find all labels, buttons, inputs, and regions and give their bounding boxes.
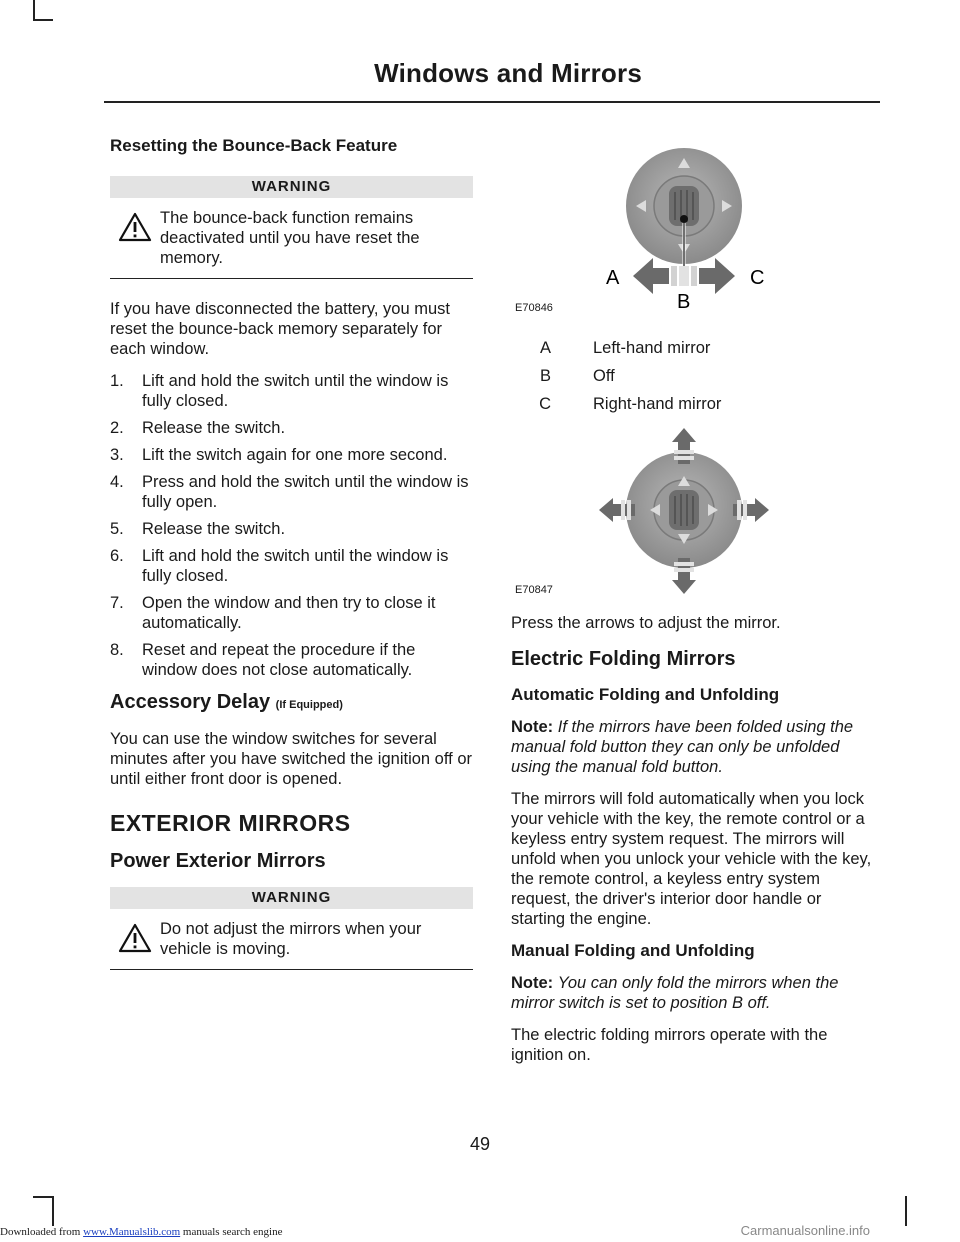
left-column: [110, 136, 473, 970]
figure-label-c: C: [750, 267, 765, 289]
mirror-legend: [511, 338, 876, 422]
accessory-delay-heading: Accessory Delay (If Equipped): [110, 691, 343, 713]
manualslib-link[interactable]: www.Manualslib.com: [83, 1226, 181, 1238]
chapter-heading: EXTERIOR MIRRORS: [110, 810, 351, 836]
list-item: 3. Lift the switch again for one more second.: [110, 446, 448, 464]
warning-body: [110, 909, 473, 970]
crop-mark: [33, 0, 35, 20]
warning-box-2: [110, 887, 473, 970]
crop-mark: [33, 19, 53, 21]
figure-label-b: B: [677, 291, 691, 313]
electric-folding-heading: Electric Folding Mirrors: [511, 648, 736, 670]
reset-intro: If you have disconnected the battery, you must reset the bounce-back memory separately for each window.: [110, 300, 450, 358]
crop-mark: [33, 1196, 53, 1198]
warning-triangle-icon: [110, 919, 160, 953]
auto-folding-text: The mirrors will fold automatically when you lock your vehicle with the key, the remote control or a keyless entry system request. The mirrors will unfold when you unlock your vehicle with the key, the remote control, a keyless entry system request, the driver's interior door handle or starting the engine.: [511, 790, 872, 928]
footer-download-line: Downloaded from www.Manualslib.com manuals search engine: [0, 1226, 283, 1238]
warning-box-1: [110, 176, 473, 279]
warning-label: WARNING: [110, 887, 473, 909]
if-equipped-label: (If Equipped): [275, 699, 343, 711]
warning-text: The bounce-back function remains deactivated until you have reset the memory.: [160, 209, 420, 267]
figure-label-a: A: [606, 267, 620, 289]
manual-folding-text: The electric folding mirrors operate with the ignition on.: [511, 1026, 828, 1064]
accessory-delay-text: You can use the window switches for several minutes after you have switched the ignition off or until either front door is opened.: [110, 730, 472, 788]
legend-row: C Right-hand mirror: [539, 395, 722, 413]
warning-triangle-icon: [110, 208, 160, 242]
list-item: 6. Lift and hold the switch until the window is fully closed.: [110, 547, 449, 585]
note-2: Note: You can only fold the mirrors when the mirror switch is set to position B off.: [511, 974, 839, 1012]
figure-code: E70846: [515, 302, 553, 314]
list-item: 1. Lift and hold the switch until the window is fully closed.: [110, 372, 449, 410]
reset-heading: Resetting the Bounce-Back Feature: [110, 136, 398, 155]
footer-watermark: Carmanualsonline.info: [740, 1223, 870, 1238]
list-item: 2. Release the switch.: [110, 419, 286, 437]
right-column-text: [511, 613, 876, 1077]
legend-row: B Off: [539, 367, 615, 385]
page-header-title: Windows and Mirrors: [374, 58, 642, 88]
list-item: 5. Release the switch.: [110, 520, 286, 538]
header-divider: [104, 101, 880, 103]
list-item: 7. Open the window and then try to close it automatically.: [110, 594, 436, 632]
mirror-switch-figure-2: [511, 424, 781, 599]
figure-code: E70847: [515, 584, 553, 596]
warning-label: WARNING: [110, 176, 473, 198]
list-item: 8. Reset and repeat the procedure if the window does not close automatically.: [110, 641, 416, 679]
note-1: Note: If the mirrors have been folded using the manual fold button they can only be unfolded using the manual fold button.: [511, 718, 854, 776]
crop-mark: [52, 1196, 54, 1226]
mirror-switch-figure-1: [511, 136, 781, 321]
warning-body: [110, 198, 473, 279]
list-item: 4. Press and hold the switch until the window is fully open.: [110, 473, 469, 511]
manual-folding-heading: Manual Folding and Unfolding: [511, 941, 755, 960]
warning-text: Do not adjust the mirrors when your vehicle is moving.: [160, 920, 422, 958]
reset-steps-list: [110, 371, 473, 680]
legend-row: A Left-hand mirror: [539, 339, 711, 357]
press-arrows-text: Press the arrows to adjust the mirror.: [511, 614, 781, 632]
auto-folding-heading: Automatic Folding and Unfolding: [511, 685, 780, 704]
crop-mark: [905, 1196, 907, 1226]
power-mirrors-heading: Power Exterior Mirrors: [110, 850, 326, 872]
page-number: 49: [469, 1134, 491, 1154]
